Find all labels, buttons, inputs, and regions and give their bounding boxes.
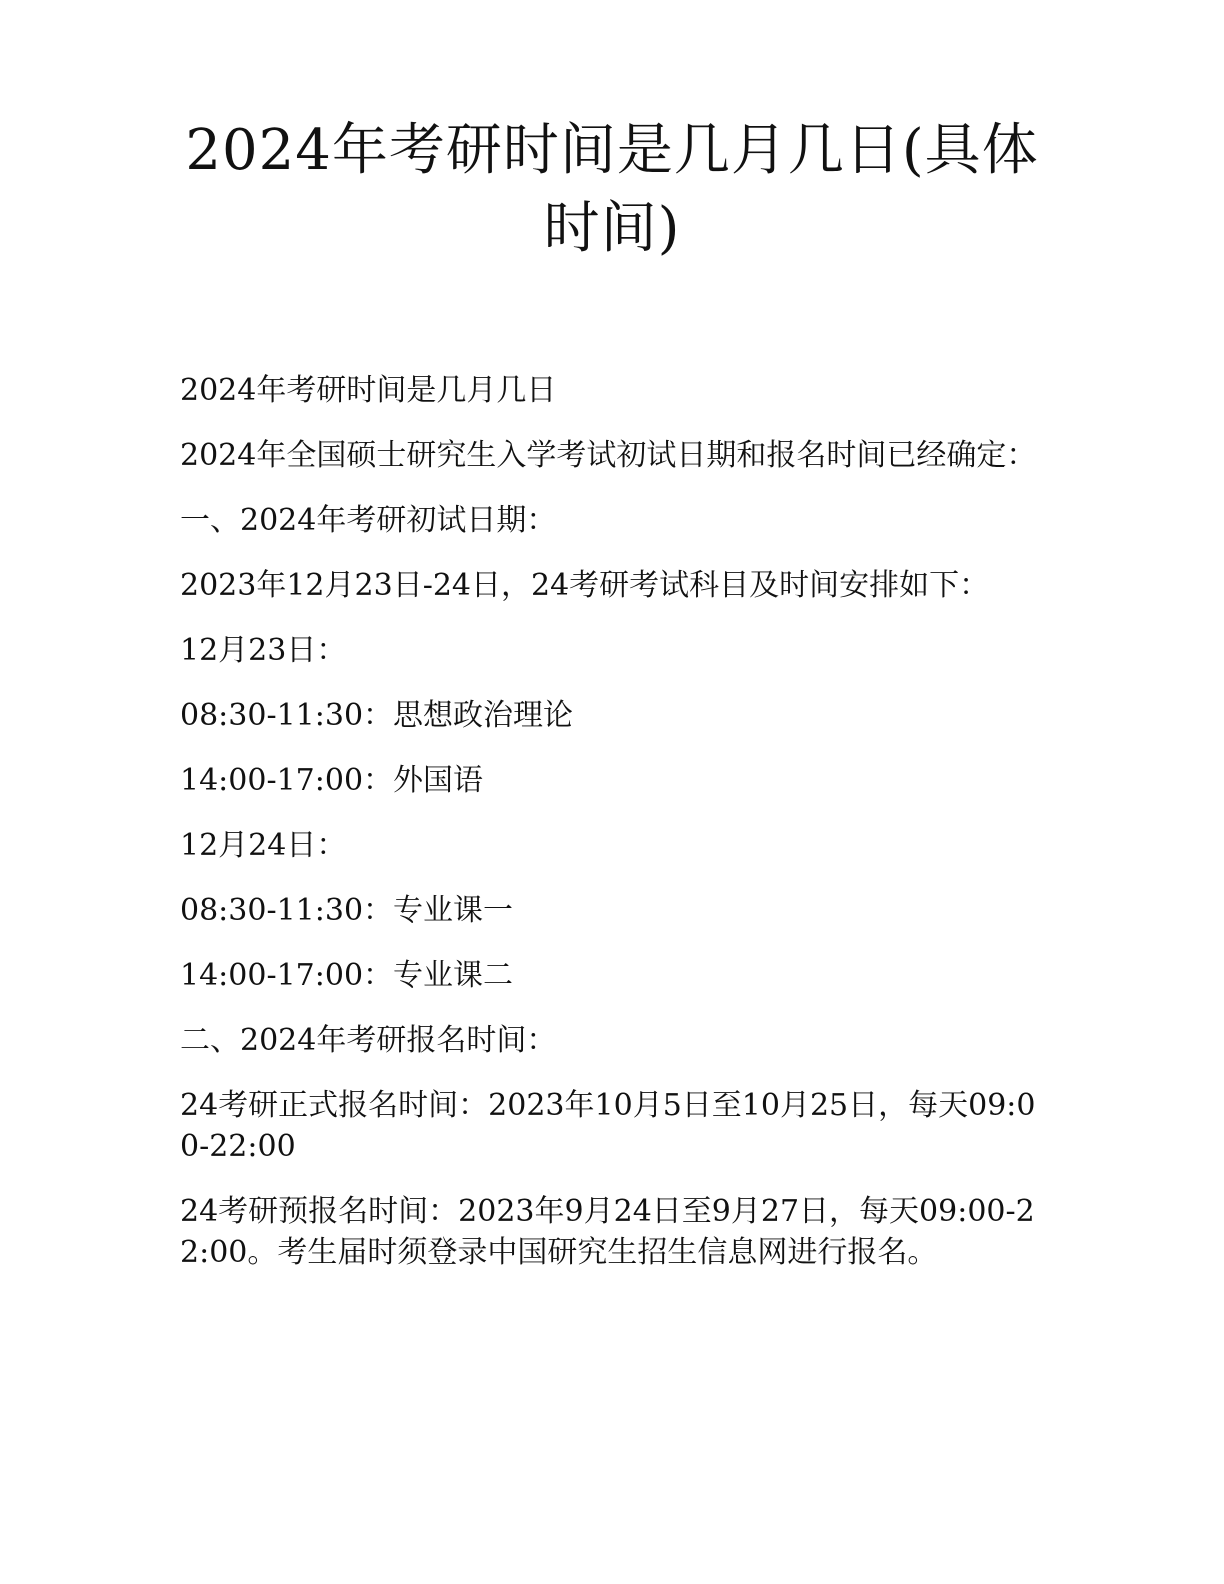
document-title: 2024年考研时间是几月几日(具体时间) <box>185 118 1039 261</box>
exam-session-major-1: 08:30-11:30：专业课一 <box>180 893 514 928</box>
paragraph-heading-intro: 2024年考研时间是几月几日 <box>180 373 557 408</box>
section-heading-registration: 二、2024年考研报名时间： <box>180 1023 557 1058</box>
paragraph-announcement: 2024年全国硕士研究生入学考试初试日期和报名时间已经确定： <box>180 438 1037 473</box>
exam-session-major-2: 14:00-17:00：专业课二 <box>180 958 514 993</box>
paragraph-pre-registration: 24考研预报名时间：2023年9月24日至9月27日，每天09:00-22:00。考生届时须登录中国研究生招生信息网进行报名。 <box>180 1194 1035 1270</box>
exam-day-1: 12月23日： <box>180 633 347 668</box>
section-heading-exam-date: 一、2024年考研初试日期： <box>180 503 557 538</box>
paragraph-formal-registration: 24考研正式报名时间：2023年10月5日至10月25日，每天09:00-22:00 <box>180 1088 1036 1164</box>
exam-day-2: 12月24日： <box>180 828 347 863</box>
exam-session-foreign-language: 14:00-17:00：外国语 <box>180 763 484 798</box>
exam-session-politics: 08:30-11:30：思想政治理论 <box>180 698 574 733</box>
paragraph-exam-schedule: 2023年12月23日-24日，24考研考试科目及时间安排如下： <box>180 568 990 603</box>
document-body <box>180 370 1040 1297</box>
